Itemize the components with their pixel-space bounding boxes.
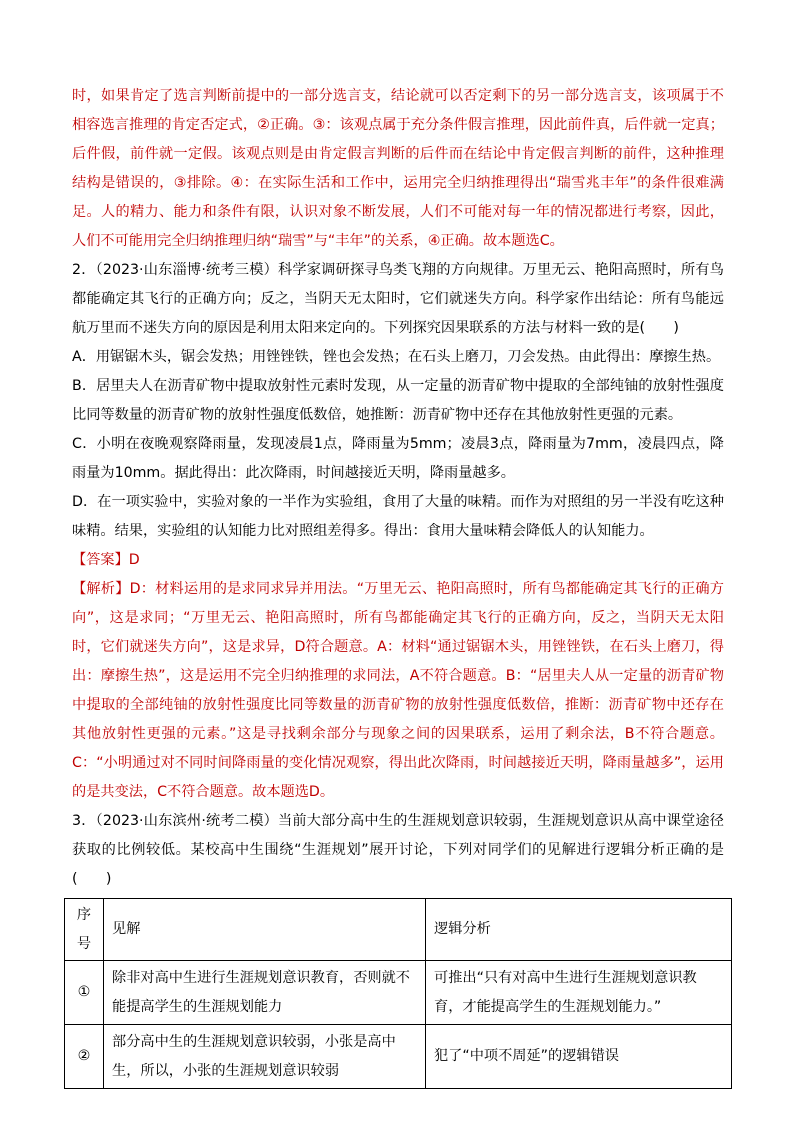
table-row bbox=[65, 1025, 732, 1089]
answer-label: 【答案】 bbox=[72, 552, 129, 568]
table-header-no: 序号 bbox=[65, 899, 104, 961]
question-2-stem: 2．（2023·山东淄博·统考三模）科学家调研探寻鸟类飞翔的方向规律。万里无云、艳阳高照时，所有鸟都能确定其飞行的正确方向；反之，当阴天无太阳时，它们就迷失方向。科学家作出结论：所有鸟能远航万里而不迷失方向的原因是利用太阳来定向的。下列探究因果联系的方法与材料一致的是( ) bbox=[72, 262, 724, 336]
table-cell-view: 除非对高中生进行生涯规划意识教育，否则就不能提高学生的生涯规划能力 bbox=[104, 961, 426, 1025]
table-header-view: 见解 bbox=[104, 899, 426, 961]
question-2-option-d: D．在一项实验中，实验对象的一半作为实验组，食用了大量的味精。而作为对照组的另一半没有吃这种味精。结果，实验组的认知能力比对照组差得多。得出：食用大量味精会降低人的认知能力。 bbox=[72, 494, 724, 539]
table-cell-analysis: 犯了“中项不周延”的逻辑错误 bbox=[426, 1025, 732, 1089]
table-cell-analysis: 可推出“只有对高中生进行生涯规划意识教育，才能提高学生的生涯规划能力。” bbox=[426, 961, 732, 1025]
question-3 bbox=[72, 807, 724, 1089]
logic-analysis-table bbox=[64, 898, 732, 1089]
question-2 bbox=[72, 256, 724, 807]
previous-analysis-continuation: 时，如果肯定了选言判断前提中的一部分选言支，结论就可以否定剩下的另一部分选言支，该项属于不相容选言推理的肯定否定式，②正确。③：该观点属于充分条件假言推理，因此前件真，后件就一定真；后件假，前件就一定假。该观点则是由肯定假言判断的后件而在结论中肯定假言判断的前件，这种推理结构是错误的，③排除。④：在实际生活和工作中，运用完全归纳推理得出“瑞雪兆丰年”的条件很难满足。人的精力、能力和条件有限，认识对象不断发展，人们不可能对每一年的情况都进行考察，因此，人们不可能用完全归纳推理归纳“瑞雪”与“丰年”的关系，④正确。故本题选C。 bbox=[72, 88, 724, 249]
question-3-stem: 3．（2023·山东滨州·统考二模）当前大部分高中生的生涯规划意识较弱，生涯规划意识从高中课堂途径获取的比例较低。某校高中生围绕“生涯规划”展开讨论，下列对同学们的见解进行逻辑分析正确的是( ) bbox=[72, 813, 724, 887]
question-2-option-c: C．小明在夜晚观察降雨量，发现凌晨1点，降雨量为5mm；凌晨3点，降雨量为7mm，凌晨四点，降雨量为10mm。据此得出：此次降雨，时间越接近天明，降雨量越多。 bbox=[72, 436, 724, 481]
table-cell-no: ① bbox=[65, 961, 104, 1025]
question-2-option-b: B．居里夫人在沥青矿物中提取放射性元素时发现，从一定量的沥青矿物中提取的全部纯铀的放射性强度比同等数量的沥青矿物的放射性强度低数倍，她推断：沥青矿物中还存在其他放射性更强的元素。 bbox=[72, 378, 724, 423]
table-header-analysis: 逻辑分析 bbox=[426, 899, 732, 961]
analysis-label: 【解析】 bbox=[72, 581, 130, 597]
table-cell-no: ② bbox=[65, 1025, 104, 1089]
question-2-analysis bbox=[72, 575, 724, 807]
answer-value: D bbox=[128, 552, 140, 568]
question-2-option-a: A．用锯锯木头，锯会发热；用锉锉铁，锉也会发热；在石头上磨刀，刀会发热。由此得出：摩擦生热。 bbox=[72, 349, 721, 365]
table-row bbox=[65, 961, 732, 1025]
analysis-text: D：材料运用的是求同求异并用法。“万里无云、艳阳高照时，所有鸟都能确定其飞行的正确方向”，这是求同；“万里无云、艳阳高照时，所有鸟都能确定其飞行的正确方向，反之，当阴天无太阳时，它们就迷失方向”，这是求异，D符合题意。A：材料“通过锯锯木头，用锉锉铁，在石头上磨刀，得出：摩擦生热”，这是运用不完全归纳推理的求同法，A不符合题意。B：“居里夫人从一定量的沥青矿物中提取的全部纯铀的放射性强度比同等数量的沥青矿物的放射性强度低数倍，推断：沥青矿物中还存在其他放射性更强的元素。”这是寻找剩余部分与现象之间的因果联系，运用了剩余法，B不符合题意。C：“小明通过对不同时间降雨量的变化情况观察，得出此次降雨，时间越接近天明，降雨量越多”，运用的是共变法，C不符合题意。故本题选D。 bbox=[72, 581, 724, 800]
table-cell-view: 部分高中生的生涯规划意识较弱，小张是高中生，所以，小张的生涯规划意识较弱 bbox=[104, 1025, 426, 1089]
question-2-answer bbox=[72, 546, 724, 575]
table-header-row bbox=[65, 899, 732, 961]
